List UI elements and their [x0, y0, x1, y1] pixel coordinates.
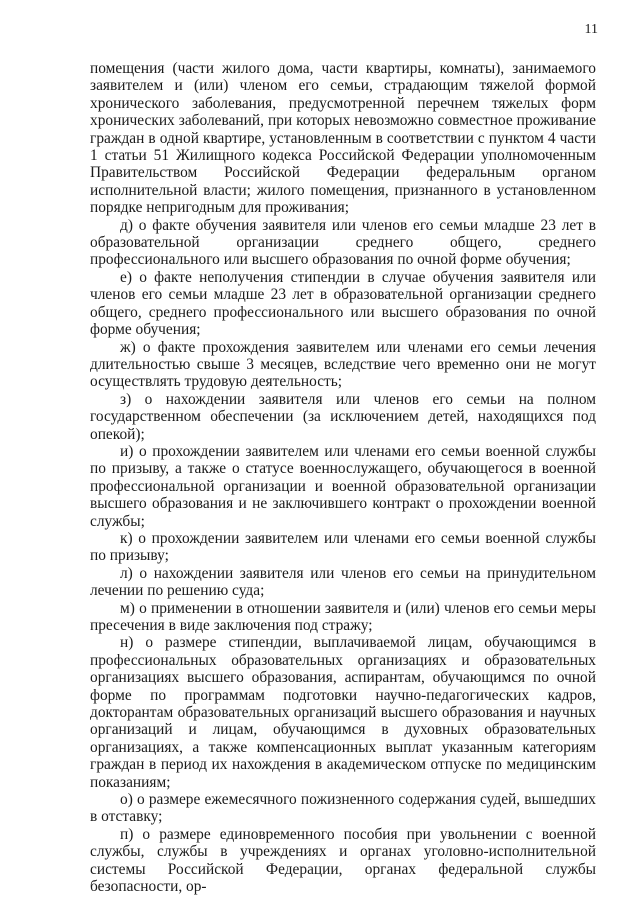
paragraph-item-e: е) о факте неполучения стипендии в случае обучения заявителя или членов его семьи младше 23 лет в образовательной организации среднего общего, среднего профессионального или высшего образования по очной форме обучения; — [90, 268, 596, 339]
paragraph-item-zh: ж) о факте прохождения заявителем или членами его семьи лечения длительностью свыше 3 месяцев, вследствие чего временно они не могут осуществлять трудовую деятельность; — [90, 338, 596, 391]
paragraph-item-n: н) о размере стипендии, выплачиваемой лицам, обучающимся в профессиональных образовательных организациях и образовательных организациях высшего образования, аспирантам, обучающимся по очной форме по программам подготовки научно-педагогических кадров, докторантам образовательных организаций высшего образования и научных организаций и лицам, обучающимся в духовных образовательных организациях, а также компенсационных выплат указанным категориям граждан в период их нахождения в академическом отпуске по медицинским показаниям; — [90, 634, 596, 791]
paragraph-item-z: з) о нахождении заявителя или членов его семьи на полном государственном обеспечении (за исключением детей, находящихся под опекой); — [90, 390, 596, 443]
paragraph-item-o: о) о размере ежемесячного пожизненного содержания судей, вышедших в отставку; — [90, 791, 596, 826]
paragraph-item-m: м) о применении в отношении заявителя и (или) членов его семьи меры пресечения в виде заключения под стражу; — [90, 599, 596, 634]
page-body — [90, 60, 596, 896]
paragraph-item-p: п) о размере единовременного пособия при увольнении с военной службы, службы в учреждениях и органах уголовно-исполнительной системы Российской Федерации, органах федеральной службы безопасности, ор- — [90, 825, 596, 896]
paragraph-item-d: д) о факте обучения заявителя или членов его семьи младше 23 лет в образовательной организации среднего общего, среднего профессионального или высшего образования по очной форме обучения; — [90, 216, 596, 269]
paragraph-item-l: л) о нахождении заявителя или членов его семьи на принудительном лечении по решению суда; — [90, 564, 596, 600]
paragraph-item-i: и) о прохождении заявителем или членами его семьи военной службы по призыву, а также о статусе военнослужащего, обучающегося в военной профессиональной организации и военной образовательной организации высшего образования и не заключившего контракт о прохождении военной службы; — [90, 442, 596, 530]
paragraph-continuation: помещения (части жилого дома, части квартиры, комнаты), занимаемого заявителем и (или) членом его семьи, страдающим тяжелой формой хронического заболевания, предусмотренной перечнем тяжелых форм хронических заболеваний, при которых невозможно совместное проживание граждан в одной квартире, установленным в соответствии с пунктом 4 части 1 статьи 51 Жилищного кодекса Российской Федерации уполномоченным Правительством Российской Федерации федеральным органом исполнительной власти; жилого помещения, признанного в установленном порядке непригодным для проживания; — [90, 60, 596, 217]
paragraph-item-k: к) о прохождении заявителем или членами его семьи военной службы по призыву; — [90, 529, 596, 565]
page-number: 11 — [584, 22, 598, 37]
